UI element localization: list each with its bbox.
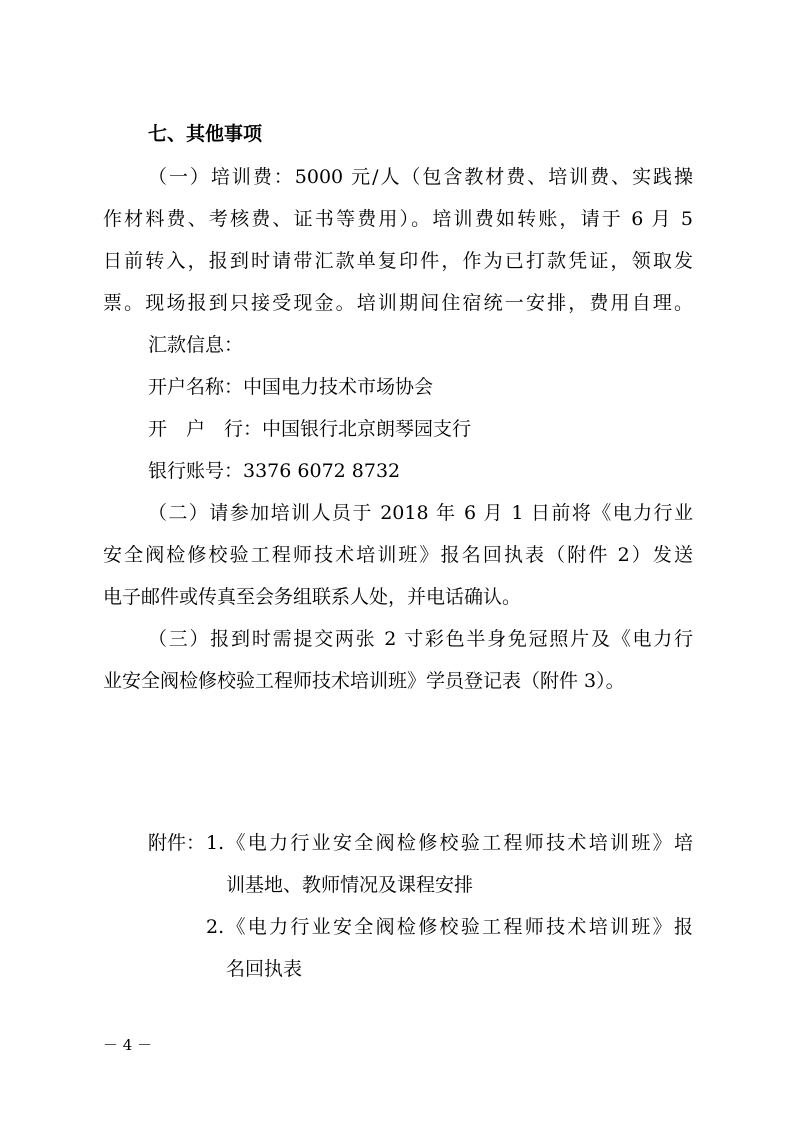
registration-line-1: （二）请参加培训人员于 2018 年 6 月 1 日前将《电力行业: [148, 502, 693, 524]
registration-line-3: 电子邮件或传真至会务组联系人处，并电话确认。: [103, 586, 522, 608]
fee-line-1: （一）培训费：5000 元/人（包含教材费、培训费、实践操: [148, 166, 693, 188]
attachment-2-line-1: 2.《电力行业安全阀检修校验工程师技术培训班》报: [206, 916, 693, 938]
registration-line-2: 安全阀检修校验工程师技术培训班》报名回执表（附件 2）发送: [103, 544, 693, 566]
fee-line-3: 日前转入，报到时请带汇款单复印件，作为已打款凭证，领取发: [103, 250, 693, 272]
photos-line-1: （三）报到时需提交两张 2 寸彩色半身免冠照片及《电力行: [148, 628, 693, 650]
account-number: 银行账号：3376 6072 8732: [148, 460, 401, 482]
fee-line-4: 票。现场报到只接受现金。培训期间住宿统一安排，费用自理。: [103, 292, 693, 314]
account-name: 开户名称：中国电力技术市场协会: [148, 376, 434, 398]
attachment-1-line-1: 1.《电力行业安全阀检修校验工程师技术培训班》培: [206, 832, 693, 854]
photos-line-2: 业安全阀检修校验工程师技术培训班》学员登记表（附件 3）。: [103, 670, 625, 692]
bank-name: 开 户 行：中国银行北京朗琴园支行: [148, 418, 472, 440]
attachment-1-line-2: 训基地、教师情况及课程安排: [226, 874, 474, 896]
attachments-label: 附件：: [148, 832, 206, 854]
remittance-title: 汇款信息：: [148, 334, 244, 356]
page-number: － 4 －: [103, 1036, 153, 1054]
attachment-2-line-2: 名回执表: [226, 958, 303, 980]
section-heading: 七、其他事项: [148, 123, 263, 145]
fee-line-2: 作材料费、考核费、证书等费用）。培训费如转账，请于 6 月 5: [103, 208, 693, 230]
